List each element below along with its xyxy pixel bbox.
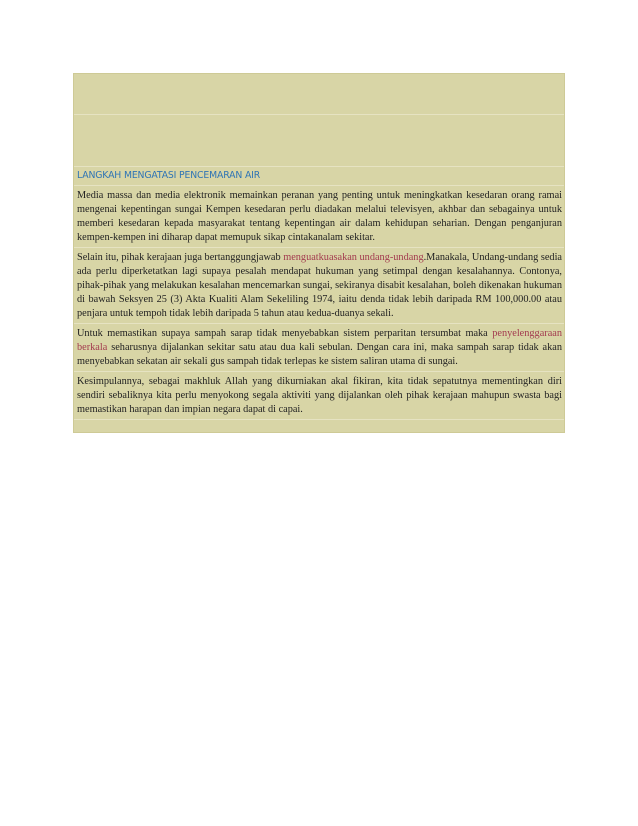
paragraph-text: .Manakala, Undang-undang sedia ada perlu diperketatkan lagi supaya pesalah mendapat hukuman yang setimpal dengan kesalahannya. Contonya, pihak-pihak yang melakukan kesalahan mencemarkan sungai, sekiranya disabit kesalahan, boleh dikenakan hukuman di bawah Seksyen 25 (3) Akta Kualiti Alam Sekeliling 1974, iaitu denda tidak lebih daripada RM 100,000.00 atau penjara untuk tempoh tidak lebih daripada 5 tahun atau kedua-duanya sekali.	[77, 252, 562, 319]
empty-row	[74, 420, 564, 432]
paragraph-text: Media massa dan media elektronik memainkan peranan yang penting untuk meningkatkan kesedaran orang ramai mengenai kepentingan sungai Kempen kesedaran perlu diadakan melalui televisyen, akhbar dan sebagainya untuk memberi kesedaran kepada masyarakat tentang kepentingan air dalam kehidupan seharian. Dengan penganjuran kempen-kempen ini diharap dapat memupuk sikap cintakanalam sekitar.	[77, 190, 562, 243]
paragraph-media	[74, 186, 564, 248]
paragraph-text: Kesimpulannya, sebagai makhluk Allah yang dikurniakan akal fikiran, kita tidak sepatutnya mementingkan diri sendiri sebaliknya kita perlu menyokong segala aktiviti yang dijalankan oleh pihak kerajaan mahupun swasta bagi memastikan harapan dan impian negara dapat di capai.	[77, 376, 562, 415]
paragraph-conclusion	[74, 372, 564, 420]
empty-row	[74, 115, 564, 167]
highlighted-link-text: penyelenggaraan berkala	[77, 328, 562, 353]
paragraph-text: Untuk memastikan supaya sampah sarap tidak menyebabkan sistem perparitan tersumbat maka	[77, 328, 493, 339]
content-table	[73, 73, 565, 433]
highlighted-link-text: menguatkuasakan undang-undang	[283, 252, 424, 263]
paragraph-law	[74, 248, 564, 324]
paragraph-maintenance	[74, 324, 564, 372]
empty-row	[74, 74, 564, 115]
section-heading: LANGKAH MENGATASI PENCEMARAN AIR	[74, 167, 564, 186]
paragraph-text: seharusnya dijalankan sekitar satu atau dua kali sebulan. Dengan cara ini, maka sampah sarap tidak akan menyebabkan sekatan air sekali gus sampah tidak terlepas ke sistem saliran utama di sungai.	[77, 342, 562, 367]
paragraph-text: Selain itu, pihak kerajaan juga bertanggungjawab	[77, 252, 284, 263]
